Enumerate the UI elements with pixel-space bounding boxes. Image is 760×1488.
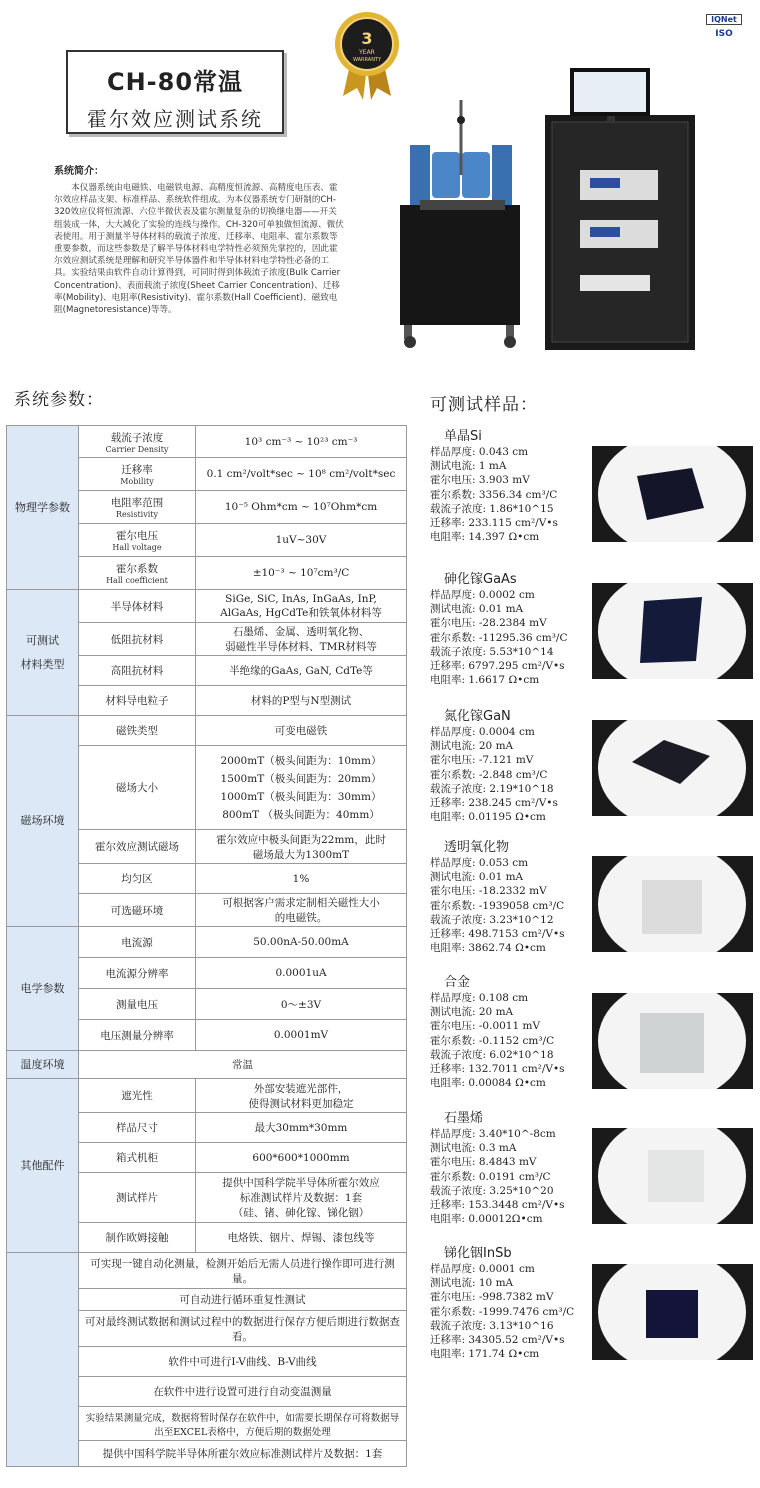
sample-name: 单晶Si	[444, 429, 482, 444]
param-name: 半导体材料	[79, 590, 196, 623]
param-name: 磁铁类型	[79, 716, 196, 746]
sample-name: 石墨烯	[444, 1111, 484, 1126]
sample-photo-graphene	[592, 1128, 753, 1224]
sample-props: 样品厚度: 0.0002 cm 测试电流: 0.01 mA 霍尔电压: -28.2384 mV 霍尔系数: -11295.36 cm³/C 载流子浓度: 5.53*10^14 迁移率: 6797.295 cm²/V•s 电阻率: 1.6617 Ω•cm	[430, 589, 568, 687]
param-value: 半绝缘的GaAs, GaN, CdTe等	[196, 656, 407, 686]
param-value: 600*600*1000mm	[196, 1143, 407, 1173]
category-magnet: 磁场环境	[7, 716, 79, 927]
param-name: 遮光性	[79, 1079, 196, 1113]
param-value: 石墨烯、金属、透明氧化物、 弱磁性半导体材料、TMR材料等	[196, 623, 407, 656]
param-name: 电阻率范围 Resistivity	[79, 491, 196, 524]
sample-props: 样品厚度: 3.40*10^-8cm 测试电流: 0.3 mA 霍尔电压: 8.4843 mV 霍尔系数: 0.0191 cm³/C 载流子浓度: 3.25*10^20 迁移率: 153.3448 cm²/V•s 电阻率: 0.00012Ω•cm	[430, 1128, 565, 1226]
feature-item: 提供中国科学院半导体所霍尔效应标准测试样片及数据：1套	[79, 1441, 407, 1467]
sample-photo-si	[592, 446, 753, 542]
param-name: 低阻抗材料	[79, 623, 196, 656]
param-name: 样品尺寸	[79, 1113, 196, 1143]
badge-number: 3	[361, 29, 373, 48]
param-value: 最大30mm*30mm	[196, 1113, 407, 1143]
param-value: 材料的P型与N型测试	[196, 686, 407, 716]
feature-item: 可实现一键自动化测量，检测开始后无需人员进行操作即可进行测量。	[79, 1253, 407, 1289]
sample-props: 样品厚度: 0.053 cm 测试电流: 0.01 mA 霍尔电压: -18.2332 mV 霍尔系数: -1939058 cm³/C 载流子浓度: 3.23*10^12 迁移率: 498.7153 cm²/V•s 电阻率: 3862.74 Ω•cm	[430, 857, 565, 955]
feature-item: 软件中可进行I-V曲线、B-V曲线	[79, 1347, 407, 1377]
feature-item: 可对最终测试数据和测试过程中的数据进行保存方便后期进行数据查看。	[79, 1311, 407, 1347]
feature-item: 实验结果测量完成，数据将暂时保存在软件中，如需要长期保存可将数据导出至EXCEL表格中，方便后期的数据处理	[79, 1407, 407, 1441]
param-value: 2000mT（极头间距为：10mm） 1500mT（极头间距为：20mm） 1000mT（极头间距为：30mm） 800mT （极头间距为：40mm）	[196, 746, 407, 830]
iqnet-logo: IQNet	[706, 14, 742, 25]
category-temperature: 温度环境	[7, 1051, 79, 1079]
param-value: 常温	[79, 1051, 407, 1079]
param-value: 50.00nA-50.00mA	[196, 927, 407, 958]
iso-logo: ISO	[715, 29, 733, 39]
intro-heading: 系统简介：	[54, 166, 104, 177]
param-value: 电烙铁、铟片、焊锡、漆包线等	[196, 1223, 407, 1253]
system-params-table	[6, 425, 407, 1467]
param-value: ±10⁻³ ~ 10⁷cm³/C	[196, 557, 407, 590]
param-name: 霍尔效应测试磁场	[79, 830, 196, 864]
param-name: 均匀区	[79, 864, 196, 894]
sample-name: 锑化铟InSb	[444, 1246, 512, 1261]
sample-name: 砷化镓GaAs	[444, 572, 517, 587]
product-name: 霍尔效应测试系统	[87, 107, 263, 131]
param-value: 提供中国科学院半导体所霍尔效应 标准测试样片及数据：1套 （硅、锗、砷化镓、锑化铟）	[196, 1173, 407, 1223]
badge-year: YEAR	[359, 49, 375, 56]
category-features	[7, 1253, 79, 1467]
param-value: 1uV~30V	[196, 524, 407, 557]
category-accessories: 其他配件	[7, 1079, 79, 1253]
sample-props: 样品厚度: 0.108 cm 测试电流: 20 mA 霍尔电压: -0.0011 mV 霍尔系数: -0.1152 cm³/C 载流子浓度: 6.02*10^18 迁移率: 132.7011 cm²/V•s 电阻率: 0.00084 Ω•cm	[430, 992, 565, 1090]
sample-photo-insb	[592, 1264, 753, 1360]
param-name: 霍尔电压 Hall voltage	[79, 524, 196, 557]
param-value: SiGe, SiC, InAs, InGaAs, InP, AlGaAs, HgCdTe和铁氧体材料等	[196, 590, 407, 623]
sample-props: 样品厚度: 0.043 cm 测试电流: 1 mA 霍尔电压: 3.903 mV 霍尔系数: 3356.34 cm³/C 载流子浓度: 1.86*10^15 迁移率: 233.115 cm²/V•s 电阻率: 14.397 Ω•cm	[430, 446, 558, 544]
param-name: 电流源	[79, 927, 196, 958]
category-materials: 可测试 材料类型	[7, 590, 79, 716]
param-name: 高阻抗材料	[79, 656, 196, 686]
badge-warranty: WARRANTY	[352, 57, 382, 63]
feature-item: 在软件中进行设置可进行自动变温测量	[79, 1377, 407, 1407]
sample-name: 合金	[444, 975, 471, 990]
category-physics: 物理学参数	[7, 426, 79, 590]
params-heading: 系统参数：	[14, 390, 104, 410]
param-name: 载流子浓度 Carrier Density	[79, 426, 196, 458]
samples-heading: 可测试样品：	[430, 395, 538, 415]
param-name: 电流源分辨率	[79, 958, 196, 989]
param-value: 1%	[196, 864, 407, 894]
param-name: 霍尔系数 Hall coefficient	[79, 557, 196, 590]
hall-system-device-image	[380, 60, 710, 360]
param-name: 箱式机柜	[79, 1143, 196, 1173]
param-value: 可变电磁铁	[196, 716, 407, 746]
param-name: 磁场大小	[79, 746, 196, 830]
param-value: 0～±3V	[196, 989, 407, 1020]
sample-photo-tco	[592, 856, 753, 952]
category-electrical: 电学参数	[7, 927, 79, 1051]
sample-name: 透明氧化物	[444, 840, 510, 855]
sample-photo-alloy	[592, 993, 753, 1089]
param-value: 可根据客户需求定制相关磁性大小 的电磁铁。	[196, 894, 407, 927]
sample-name: 氮化镓GaN	[444, 709, 511, 724]
sample-props: 样品厚度: 0.0001 cm 测试电流: 10 mA 霍尔电压: -998.7382 mV 霍尔系数: -1999.7476 cm³/C 载流子浓度: 3.13*10^16 迁移率: 34305.52 cm²/V•s 电阻率: 171.74 Ω•cm	[430, 1263, 575, 1361]
param-name: 测量电压	[79, 989, 196, 1020]
sample-props: 样品厚度: 0.0004 cm 测试电流: 20 mA 霍尔电压: -7.121 mV 霍尔系数: -2.848 cm³/C 载流子浓度: 2.19*10^18 迁移率: 238.245 cm²/V•s 电阻率: 0.01195 Ω•cm	[430, 726, 558, 824]
param-value: 0.1 cm²/volt*sec ~ 10⁸ cm²/volt*sec	[196, 458, 407, 491]
param-name: 制作欧姆接触	[79, 1223, 196, 1253]
intro-text: 本仪器系统由电磁铁、电磁铁电源、高精度恒流源、高精度电压表、霍尔效应样品支架、标准样品、系统软件组成。为本仪器系统专门研制的CH-320效应仪将恒流源、六位半微伏表及霍尔测量复杂的切换继电器——开关组装成一体，大大减化了实验的连线与操作。CH-320可单独做恒流源、微伏表使用。用于测量半导体材料的载流子浓度、迁移率、电阻率、霍尔系数等重要参数，而这些参数是了解半导体材料电学特性必须预先掌控的，因此霍尔效应测试系统是理解和研究半导体器件和半导体材料电学特性必备的工具。实验结果由软件自动计算得到，可同时得到体载流子浓度(Bulk Carrier Concentration)、表面载流子浓度(Sheet Carrier Concentration)、迁移率(Mobility)、电阻率(Resistivity)、霍尔系数(Hall Coefficient)、磁致电阻(Magnetoresistance)等等。	[54, 183, 344, 316]
product-title-box	[66, 50, 284, 134]
sample-photo-gan	[592, 720, 753, 816]
param-value: 霍尔效应中极头间距为22mm，此时 磁场最大为1300mT	[196, 830, 407, 864]
param-value: 0.0001uA	[196, 958, 407, 989]
param-name: 测试样片	[79, 1173, 196, 1223]
certification-logo	[700, 14, 748, 56]
param-name: 材料导电粒子	[79, 686, 196, 716]
param-value: 10³ cm⁻³ ~ 10²³ cm⁻³	[196, 426, 407, 458]
param-name: 迁移率 Mobility	[79, 458, 196, 491]
product-model: CH-80常温	[106, 68, 244, 96]
sample-photo-gaas	[592, 583, 753, 679]
param-value: 10⁻⁵ Ohm*cm ~ 10⁷Ohm*cm	[196, 491, 407, 524]
feature-item: 可自动进行循环重复性测试	[79, 1289, 407, 1311]
param-name: 电压测量分辨率	[79, 1020, 196, 1051]
param-value: 0.0001mV	[196, 1020, 407, 1051]
param-name: 可选磁环境	[79, 894, 196, 927]
param-value: 外部安装遮光部件， 使得测试材料更加稳定	[196, 1079, 407, 1113]
